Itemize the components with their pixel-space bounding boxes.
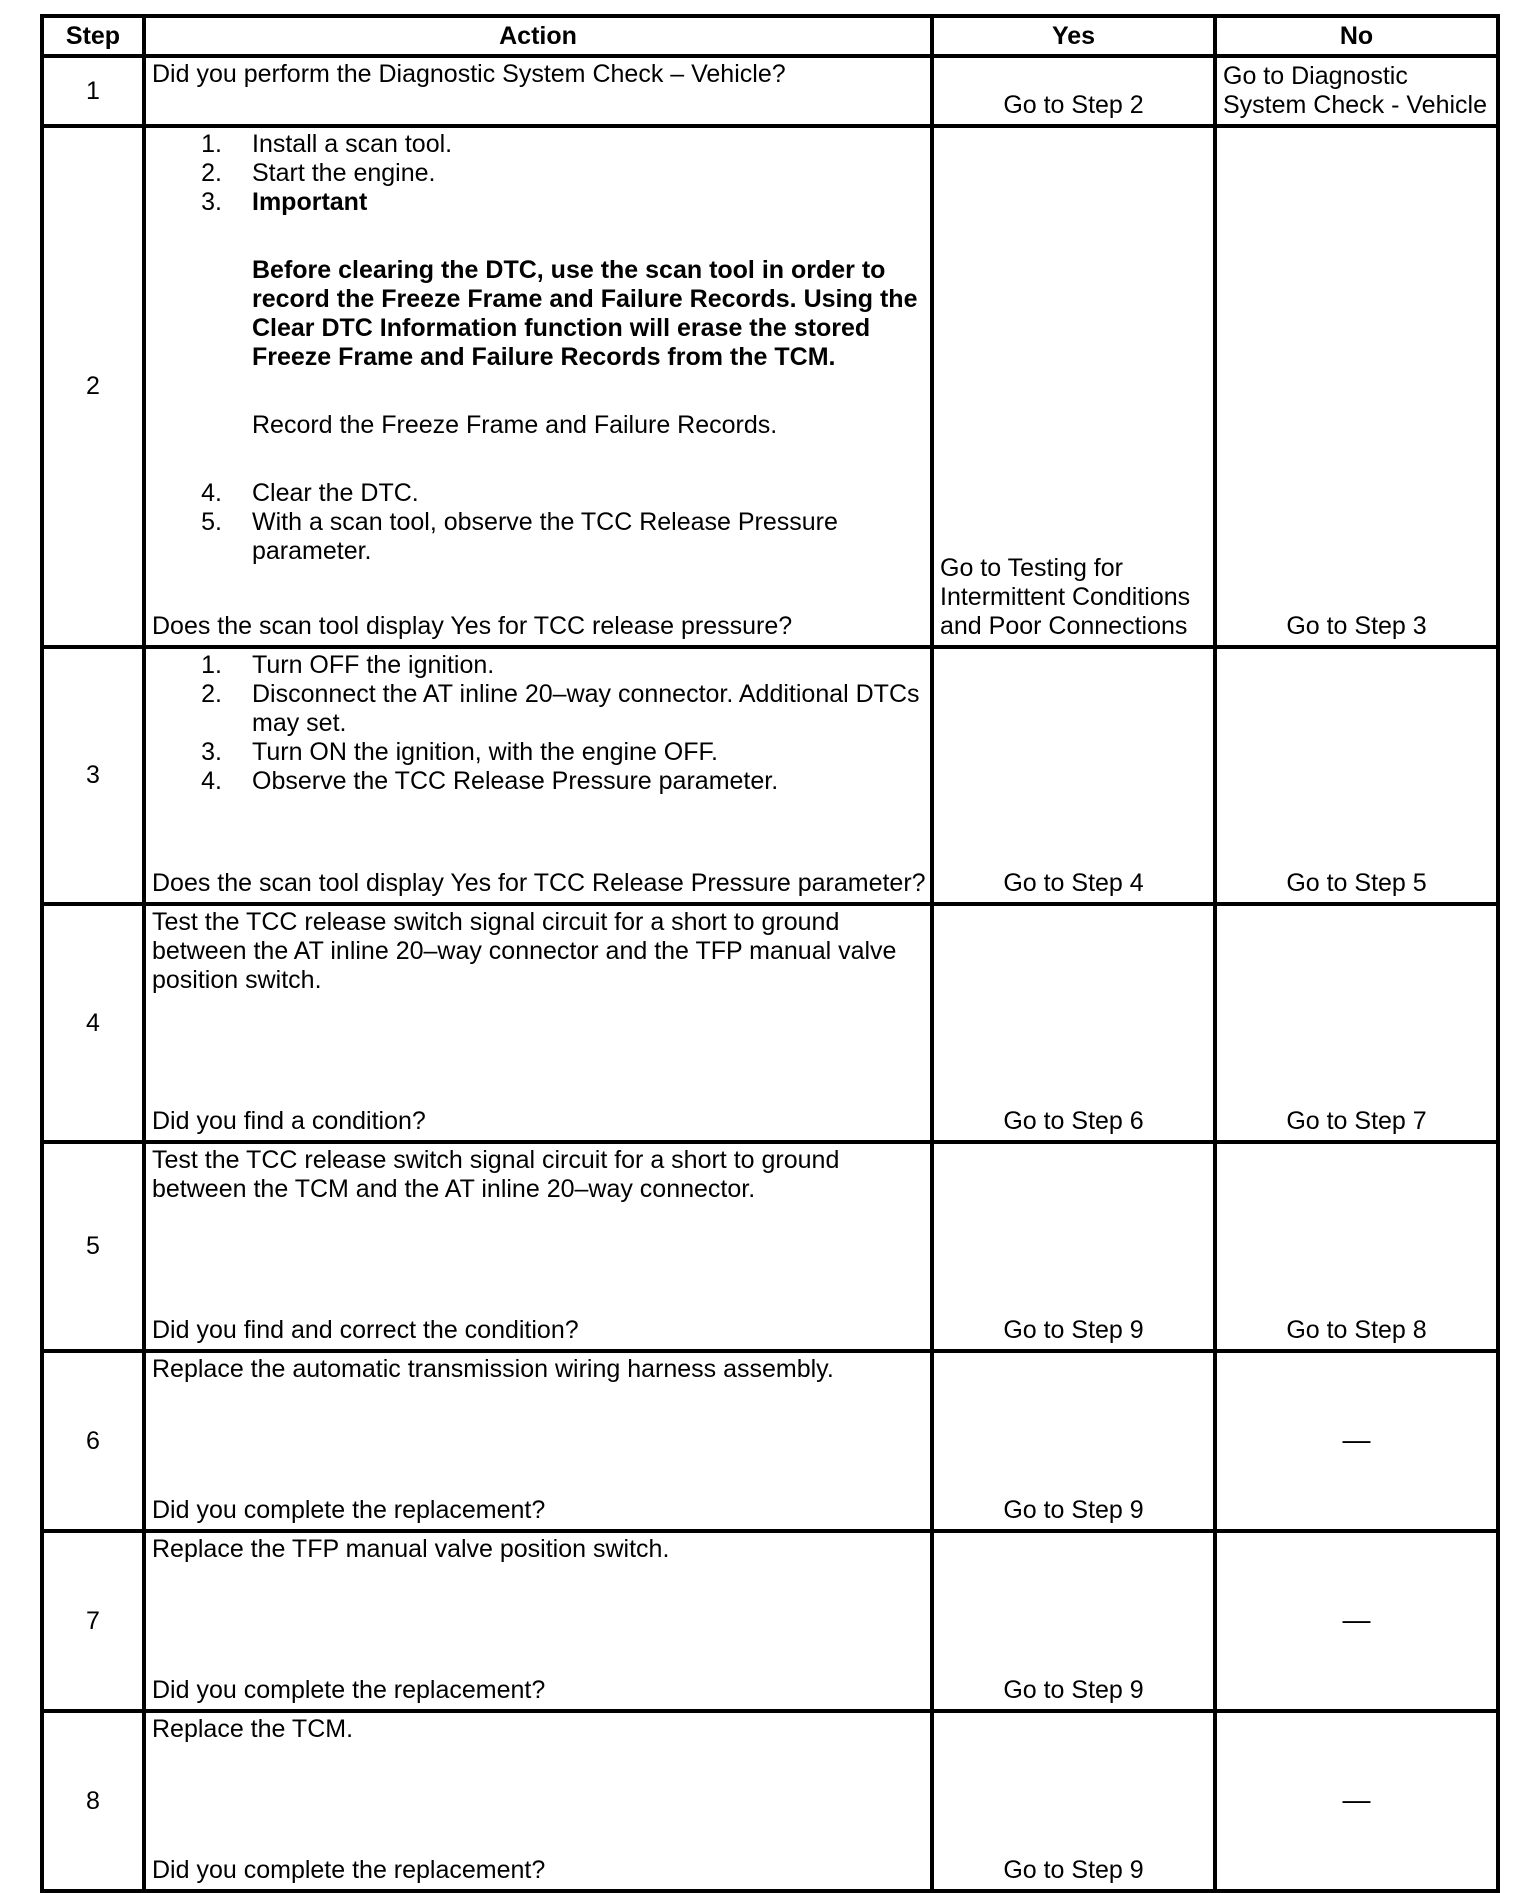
action-question: Did you find a condition? — [152, 1107, 426, 1135]
no-result: — — [1215, 1351, 1498, 1531]
action-text: Replace the automatic transmission wiring harness assembly. — [152, 1355, 834, 1383]
list-item: 4. Observe the TCC Release Pressure parameter. — [201, 767, 779, 795]
action-text: Replace the TCM. — [152, 1715, 354, 1743]
action-text: Test the TCC release switch signal circuit for a short to ground between the TCM and the AT inline 20–way connector. — [152, 1146, 840, 1203]
no-result: Go to Step 7 — [1215, 904, 1498, 1142]
yes-result: Go to Testing for Intermittent Conditions and Poor Connections — [932, 126, 1215, 647]
list-item: 2. Disconnect the AT inline 20–way connector. Additional DTCs may set. — [201, 680, 920, 737]
list-item: 3. Turn ON the ignition, with the engine OFF. — [201, 738, 718, 766]
no-result: — — [1215, 1531, 1498, 1711]
action-text: Replace the TFP manual valve position switch. — [152, 1535, 670, 1563]
table-row — [42, 1711, 1498, 1891]
list-item: 3. Important — [201, 188, 368, 216]
list-item: 5. With a scan tool, observe the TCC Release Pressure parameter. — [201, 508, 838, 565]
yes-result: Go to Step 2 — [932, 56, 1215, 126]
table-row — [42, 647, 1498, 904]
action-question: Did you perform the Diagnostic System Check – Vehicle? — [144, 56, 932, 126]
header-no: No — [1215, 16, 1498, 56]
table-row — [42, 56, 1498, 126]
step-list — [152, 479, 926, 566]
step-number: 3 — [42, 647, 144, 904]
step-number: 2 — [42, 126, 144, 647]
yes-result: Go to Step 4 — [932, 647, 1215, 904]
header-action: Action — [144, 16, 932, 56]
action-question: Did you find and correct the condition? — [152, 1316, 579, 1344]
action-cell — [144, 126, 932, 647]
action-question: Does the scan tool display Yes for TCC Release Pressure parameter? — [152, 869, 926, 897]
header-row — [42, 16, 1498, 56]
yes-result: Go to Step 9 — [932, 1142, 1215, 1351]
list-item: 2. Start the engine. — [201, 159, 436, 187]
list-item: 4. Clear the DTC. — [201, 479, 419, 507]
action-text: Test the TCC release switch signal circuit for a short to ground between the AT inline 20–way connector and the TFP manual valve position switch. — [152, 908, 897, 994]
action-cell — [144, 1142, 932, 1351]
yes-result: Go to Step 9 — [932, 1711, 1215, 1891]
important-note: Before clearing the DTC, use the scan tool in order to record the Freeze Frame and Failure Records. Using the Clear DTC Information function will erase the stored Freeze Frame and Failure Records from the TCM. — [252, 256, 918, 371]
no-result: Go to Step 5 — [1215, 647, 1498, 904]
table-row — [42, 904, 1498, 1142]
table-row — [42, 126, 1498, 647]
table-row — [42, 1142, 1498, 1351]
diagnostic-table — [40, 14, 1500, 1893]
yes-result: Go to Step 9 — [932, 1531, 1215, 1711]
list-item: 1. Install a scan tool. — [201, 130, 453, 158]
table-row — [42, 1531, 1498, 1711]
action-steps — [152, 130, 926, 566]
step-number: 8 — [42, 1711, 144, 1891]
header-yes: Yes — [932, 16, 1215, 56]
record-note: Record the Freeze Frame and Failure Records. — [252, 411, 778, 439]
action-question: Did you complete the replacement? — [152, 1856, 546, 1884]
no-result: — — [1215, 1711, 1498, 1891]
step-number: 1 — [42, 56, 144, 126]
action-cell — [144, 647, 932, 904]
action-cell — [144, 1531, 932, 1711]
step-number: 6 — [42, 1351, 144, 1531]
step-number: 7 — [42, 1531, 144, 1711]
list-item: 1. Turn OFF the ignition. — [201, 651, 495, 679]
yes-result: Go to Step 9 — [932, 1351, 1215, 1531]
header-step: Step — [42, 16, 144, 56]
action-cell — [144, 904, 932, 1142]
action-cell — [144, 1711, 932, 1891]
action-question: Did you complete the replacement? — [152, 1496, 546, 1524]
action-cell — [144, 1351, 932, 1531]
step-number: 4 — [42, 904, 144, 1142]
no-result: Go to Diagnostic System Check - Vehicle — [1215, 56, 1498, 126]
no-result: Go to Step 8 — [1215, 1142, 1498, 1351]
table-row — [42, 1351, 1498, 1531]
yes-result: Go to Step 6 — [932, 904, 1215, 1142]
step-list — [152, 130, 926, 217]
action-question: Does the scan tool display Yes for TCC release pressure? — [152, 612, 793, 640]
no-result: Go to Step 3 — [1215, 126, 1498, 647]
step-number: 5 — [42, 1142, 144, 1351]
step-list — [152, 651, 926, 796]
action-question: Did you complete the replacement? — [152, 1676, 546, 1704]
